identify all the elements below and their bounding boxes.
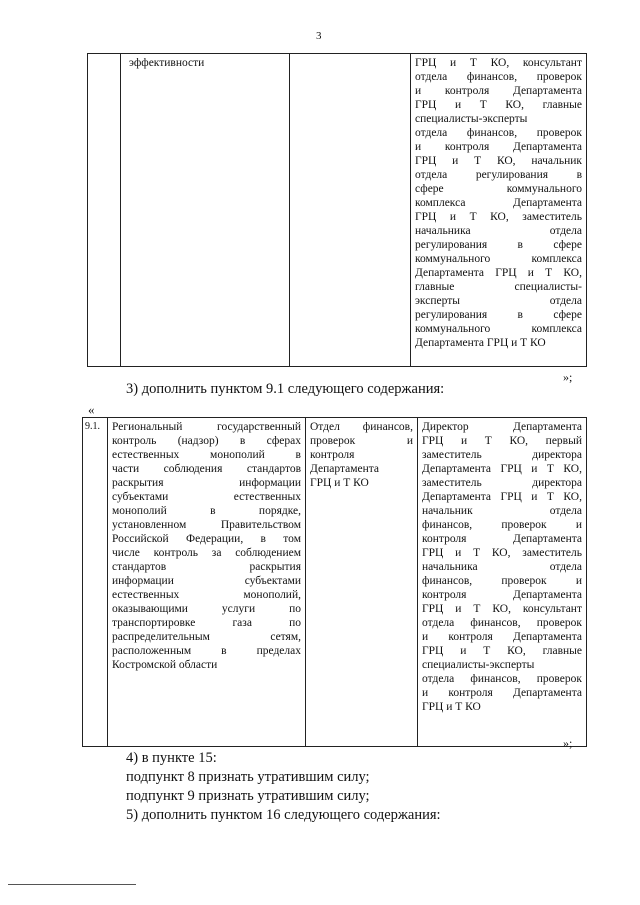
text-line: начальника отдела [422,561,582,573]
text-line: начальника отдела [415,225,582,237]
text-line: информации субъектами [112,575,301,587]
text-line: регулирования в сфере [415,309,582,321]
text-line: естественных монополий, [112,589,301,601]
table2-department-cell [306,418,418,747]
text-line: главные специалисты- [415,281,582,293]
text-line: ГРЦ и Т КО, главные [422,645,582,657]
table2-officials-text [418,418,586,716]
text-line: ГРЦ и Т КО, консультант [415,57,582,69]
table2-function-text [108,418,305,674]
table1-function-text: эффективности [129,57,205,69]
text-line: и контроля Департамента [422,631,582,643]
text-line: ГРЦ и Т КО, заместитель [422,547,582,559]
table2-number-cell [83,418,108,747]
subitem-9-text: подпункт 9 признать утратившим силу; [126,788,370,804]
text-line: сфере коммунального [415,183,582,195]
text-line: ГРЦ и Т КО, первый [422,435,582,447]
text-line: контроля Департамента [422,589,582,601]
text-line: Департамента [310,463,380,475]
text-line: заместитель директора [422,477,582,489]
text-line: Региональный государственный [112,421,301,433]
text-line: и контроля Департамента [415,141,582,153]
text-line: распределительным сетям, [112,631,301,643]
text-line: отдела финансов, проверок [415,127,582,139]
text-line: контроля [310,449,355,461]
text-line: эксперты отдела [415,295,582,307]
text-line: коммунального комплекса [415,253,582,265]
text-line: отдела финансов, проверок [422,673,582,685]
text-line: финансов, проверок и [422,575,582,587]
text-line: и контроля Департамента [422,687,582,699]
page-number: 3 [316,30,322,42]
text-line: отдела финансов, проверок [422,617,582,629]
text-line: субъектами естественных [112,491,301,503]
item-4-text: 4) в пункте 15: [126,750,217,766]
text-line: части соблюдения стандартов [112,463,301,475]
text-line: Отдел финансов, [310,421,413,433]
table1-officials-text [411,54,586,352]
text-line: ГРЦ и Т КО, начальник [415,155,582,167]
text-line: Департамента ГРЦ и Т КО [415,337,546,349]
text-line: проверок и [310,435,413,447]
text-line: отдела финансов, проверок [415,71,582,83]
text-line: регулирования в сфере [415,239,582,251]
text-line: стандартов раскрытия [112,561,301,573]
table2-number: 9.1. [85,421,100,432]
text-line: ГРЦ и Т КО [422,701,481,713]
closing-quote-1: »; [563,370,573,384]
text-line: начальник отдела [422,505,582,517]
text-line: Департамента ГРЦ и Т КО, [415,267,582,279]
text-line: заместитель директора [422,449,582,461]
text-line: контроль (надзор) в сферах [112,435,301,447]
table1-officials-cell [411,54,587,367]
item-5-text: 5) дополнить пунктом 16 следующего содержания: [126,807,441,823]
table1-function-cell [121,54,290,367]
text-line: монополий в порядке, [112,505,301,517]
text-line: ГРЦ и Т КО, главные [415,99,582,111]
text-line: коммунального комплекса [415,323,582,335]
text-line: ГРЦ и Т КО, консультант [422,603,582,615]
table1-number-cell [88,54,121,367]
responsibility-table-new-item [82,417,587,747]
text-line: расположенным в пределах [112,645,301,657]
text-line: Директор Департамента [422,421,582,433]
text-line: и контроля Департамента [415,85,582,97]
text-line: отдела регулирования в [415,169,582,181]
text-line: Департамента ГРЦ и Т КО, [422,463,582,475]
responsibility-table-continued [87,53,587,367]
text-line: контроля Департамента [422,533,582,545]
text-line: оказывающими услуги по [112,603,301,615]
text-line: специалисты-эксперты [415,113,528,125]
table2-department-text [306,418,417,492]
table2-officials-cell [418,418,587,747]
text-line: Российской Федерации, в том [112,533,301,545]
opening-quote: « [88,402,95,417]
text-line: комплекса Департамента [415,197,582,209]
text-line: ГРЦ и Т КО, заместитель [415,211,582,223]
footer-rule [8,884,136,885]
text-line: раскрытия информации [112,477,301,489]
closing-quote-2: »; [563,736,573,750]
text-line: специалисты-эксперты [422,659,535,671]
text-line: финансов, проверок и [422,519,582,531]
text-line: числе контроль за соблюдением [112,547,301,559]
text-line: Департамента ГРЦ и Т КО, [422,491,582,503]
subitem-8-text: подпункт 8 признать утратившим силу; [126,769,370,785]
table2-function-cell [108,418,306,747]
text-line: естественных монополий в [112,449,301,461]
text-line: установленном Правительством [112,519,301,531]
text-line: ГРЦ и Т КО [310,477,369,489]
text-line: Костромской области [112,659,218,671]
item-3-text: 3) дополнить пунктом 9.1 следующего содержания: [126,381,445,397]
text-line: транспортировке газа по [112,617,301,629]
table1-department-cell [290,54,411,367]
